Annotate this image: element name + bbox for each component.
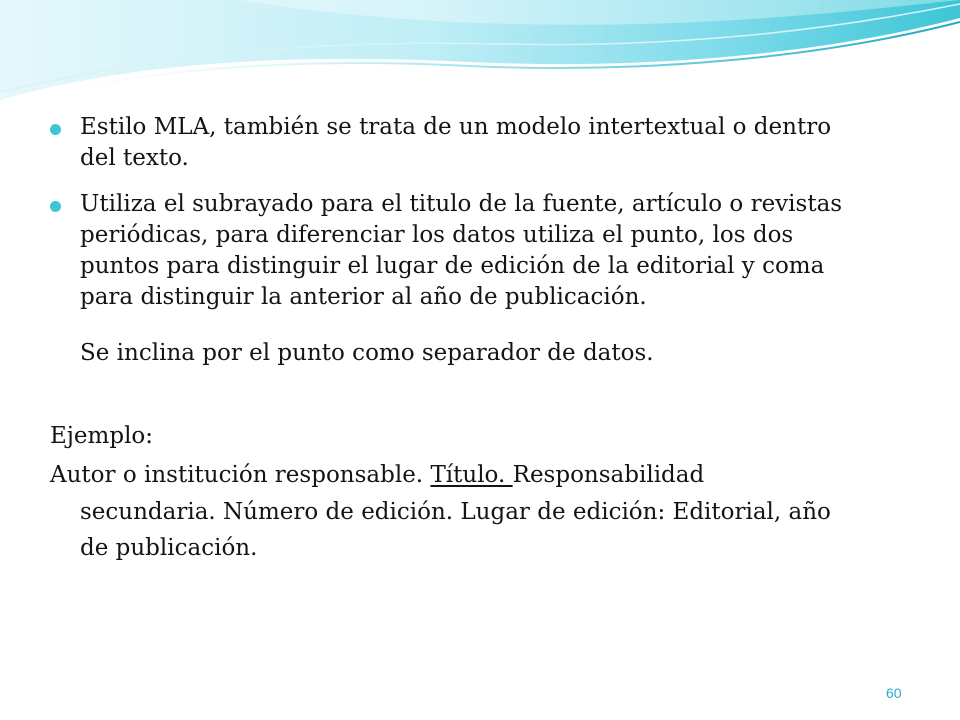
bullet-line: puntos para distinguir el lugar de edición de la editorial y coma bbox=[80, 253, 825, 279]
example-label: Ejemplo: bbox=[50, 423, 154, 449]
bullet-line: periódicas, para diferenciar los datos utiliza el punto, los dos bbox=[80, 222, 794, 248]
note-text: Se inclina por el punto como separador de datos. bbox=[80, 340, 654, 366]
example-line-2: secundaria. Número de edición. Lugar de edición: Editorial, año bbox=[80, 499, 831, 525]
example-line-3: de publicación. bbox=[80, 535, 258, 561]
bullet-dot-icon bbox=[50, 201, 61, 212]
example-line-1 bbox=[50, 460, 704, 491]
page-number: 60 bbox=[886, 685, 902, 701]
bullet-line: del texto. bbox=[80, 145, 189, 171]
bullet-line: para distinguir la anterior al año de publicación. bbox=[80, 284, 647, 310]
bullet-line: Utiliza el subrayado para el titulo de la fuente, artículo o revistas bbox=[80, 191, 843, 217]
bullet-dot-icon bbox=[50, 124, 61, 135]
bullet-line: Estilo MLA, también se trata de un modelo intertextual o dentro bbox=[80, 114, 832, 140]
bullet-item-2 bbox=[80, 189, 900, 313]
example-title-underlined: Título. bbox=[430, 462, 513, 488]
bullet-item-1 bbox=[80, 112, 900, 174]
example-responsibility-text: Responsabilidad bbox=[512, 462, 705, 488]
example-author-text: Autor o institución responsable. bbox=[50, 462, 431, 488]
